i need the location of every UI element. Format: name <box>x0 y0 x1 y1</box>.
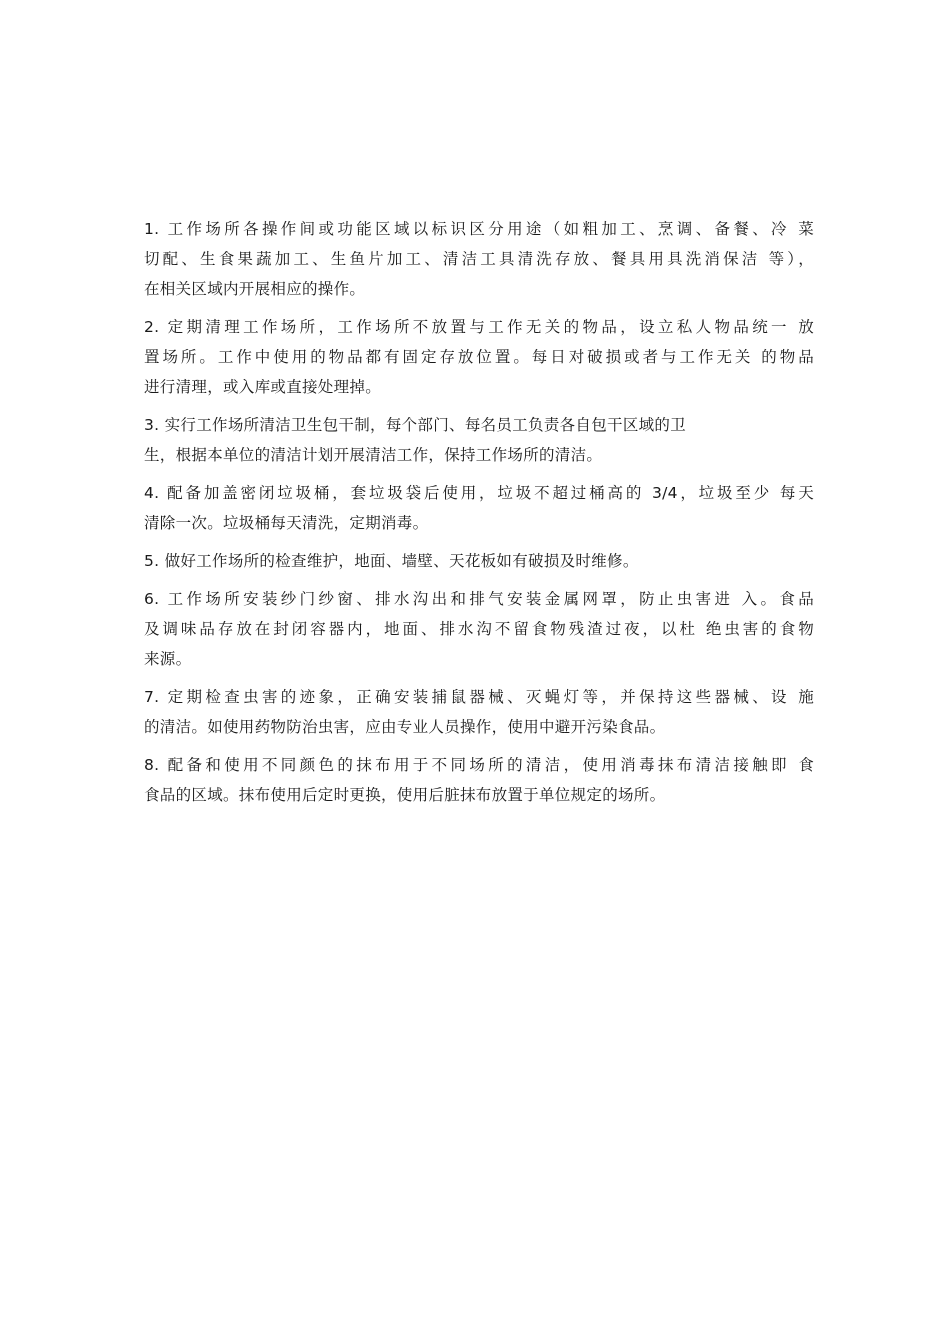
text-line: 食品的区域。抹布使用后定时更换，使用后脏抹布放置于单位规定的场所。 <box>144 786 666 804</box>
text-line: 5. 做好工作场所的检查维护，地面、墙壁、天花板如有破损及时维修。 <box>144 552 639 570</box>
list-item-8 <box>144 750 814 810</box>
text-line: 进行清理，或入库或直接处理掉。 <box>144 378 382 396</box>
text-line: 4. 配备加盖密闭垃圾桶，套垃圾袋后使用，垃圾不超过桶高的 3/4，垃圾至少 每天 <box>144 484 814 502</box>
text-line: 切配、生食果蔬加工、生鱼片加工、清洁工具清洗存放、餐具用具洗消保洁 等）， <box>144 250 814 268</box>
text-line: 的清洁。如使用药物防治虫害，应由专业人员操作，使用中避开污染食品。 <box>144 718 666 736</box>
list-item-2 <box>144 312 814 402</box>
list-item-5 <box>144 546 814 576</box>
list-item-6 <box>144 584 814 674</box>
text-line: 清除一次。垃圾桶每天清洗，定期消毒。 <box>144 514 429 532</box>
text-line: 2. 定期清理工作场所，工作场所不放置与工作无关的物品，设立私人物品统一 放 <box>144 318 814 336</box>
text-line: 在相关区域内开展相应的操作。 <box>144 280 366 298</box>
text-line: 1. 工作场所各操作间或功能区域以标识区分用途（如粗加工、烹调、备餐、冷 菜 <box>144 220 814 238</box>
list-item-3 <box>144 410 814 470</box>
text-line: 3. 实行工作场所清洁卫生包干制，每个部门、每名员工负责各自包干区域的卫 <box>144 416 687 434</box>
text-line: 生，根据本单位的清洁计划开展清洁工作，保持工作场所的清洁。 <box>144 446 603 464</box>
list-item-4 <box>144 478 814 538</box>
text-line: 及调味品存放在封闭容器内，地面、排水沟不留食物残渣过夜，以杜 绝虫害的食物 <box>144 620 814 638</box>
list-item-1 <box>144 214 814 304</box>
text-line: 8. 配备和使用不同颜色的抹布用于不同场所的清洁，使用消毒抹布清洁接触即 食 <box>144 756 814 774</box>
text-line: 来源。 <box>144 650 192 668</box>
text-line: 置场所。工作中使用的物品都有固定存放位置。每日对破损或者与工作无关 的物品 <box>144 348 814 366</box>
list-item-7 <box>144 682 814 742</box>
text-line: 7. 定期检查虫害的迹象，正确安装捕鼠器械、灭蝇灯等，并保持这些器械、设 施 <box>144 688 814 706</box>
document-body <box>144 214 814 818</box>
text-line: 6. 工作场所安装纱门纱窗、排水沟出和排气安装金属网罩，防止虫害进 入。食品 <box>144 590 814 608</box>
